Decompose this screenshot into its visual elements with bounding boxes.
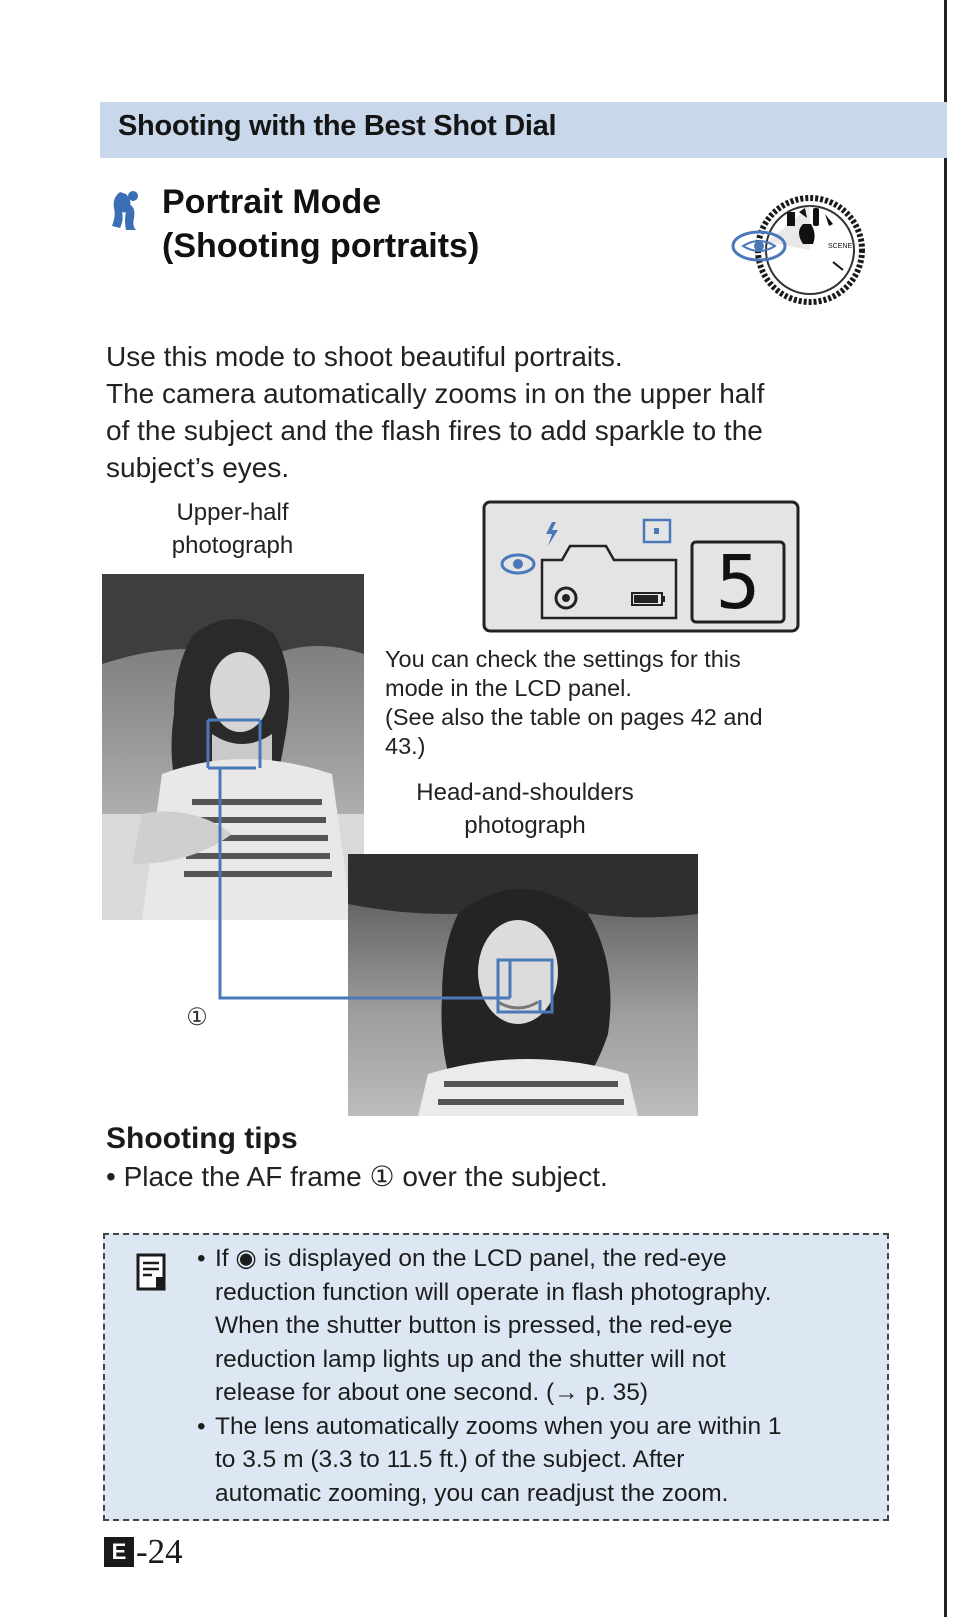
callout-marker: ① bbox=[186, 1004, 208, 1031]
head-shoulders-photo bbox=[348, 854, 698, 1116]
head-shoulders-caption-line1: Head-and-shoulders bbox=[416, 779, 634, 806]
intro-paragraph bbox=[106, 338, 896, 486]
portrait-mode-icon bbox=[106, 186, 146, 232]
intro-line4: subject’s eyes. bbox=[106, 452, 290, 483]
note-item1-line2: reduction function will operate in flash photography. bbox=[215, 1278, 772, 1306]
lcd-panel bbox=[482, 500, 800, 633]
mode-title-line1: Portrait Mode bbox=[162, 183, 382, 221]
note-list bbox=[197, 1242, 867, 1510]
head-shoulders-caption-line2: photograph bbox=[464, 812, 586, 839]
note-item bbox=[197, 1242, 867, 1410]
dial-scene-label: SCENE bbox=[828, 243, 853, 250]
note-bullet: • bbox=[197, 1245, 206, 1272]
tips-heading: Shooting tips bbox=[106, 1122, 298, 1155]
lcd-note-line1: You can check the settings for this bbox=[385, 646, 741, 672]
section-title: Shooting with the Best Shot Dial bbox=[118, 110, 557, 142]
best-shot-dial-icon bbox=[725, 192, 870, 312]
lcd-note-line2: mode in the LCD panel. bbox=[385, 675, 632, 701]
upper-half-photo bbox=[102, 574, 364, 920]
mode-title bbox=[162, 180, 479, 268]
note-bullet: • bbox=[197, 1412, 206, 1440]
head-shoulders-caption bbox=[390, 776, 660, 842]
note-item1-line4: reduction lamp lights up and the shutter will not bbox=[215, 1345, 726, 1373]
upper-half-caption-line1: Upper-half bbox=[176, 499, 289, 526]
tips-item: • Place the AF frame ① over the subject. bbox=[106, 1161, 608, 1192]
lcd-note bbox=[385, 645, 855, 761]
note-item bbox=[197, 1410, 867, 1511]
upper-half-caption bbox=[150, 496, 315, 562]
note-item2-line2: to 3.5 m (3.3 to 11.5 ft.) of the subject. After bbox=[215, 1446, 685, 1473]
lcd-note-line4: 43.) bbox=[385, 733, 426, 759]
note-item1-line1: If ◉ is displayed on the LCD panel, the red-eye bbox=[215, 1245, 727, 1272]
page-number: -24 bbox=[136, 1532, 183, 1571]
mode-title-line2: (Shooting portraits) bbox=[162, 227, 480, 265]
page-section-badge: E bbox=[104, 1537, 134, 1567]
lcd-note-line3: (See also the table on pages 42 and bbox=[385, 704, 763, 730]
memo-icon bbox=[136, 1253, 172, 1293]
page-edge bbox=[944, 0, 947, 1617]
note-item2-line1: The lens automatically zooms when you are within 1 bbox=[215, 1412, 782, 1440]
note-item1-line3: When the shutter button is pressed, the red-eye bbox=[215, 1312, 733, 1339]
lcd-frame-count: 5 bbox=[715, 540, 761, 626]
intro-line2: The camera automatically zooms in on the upper half bbox=[106, 378, 765, 409]
intro-line3: of the subject and the flash fires to add sparkle to the bbox=[106, 415, 763, 446]
upper-half-caption-line2: photograph bbox=[171, 532, 294, 559]
note-item2-line3: automatic zooming, you can readjust the zoom. bbox=[215, 1479, 729, 1507]
intro-line1: Use this mode to shoot beautiful portraits. bbox=[106, 341, 623, 372]
note-item1-line5: release for about one second. (→ p. 35) bbox=[215, 1379, 649, 1406]
